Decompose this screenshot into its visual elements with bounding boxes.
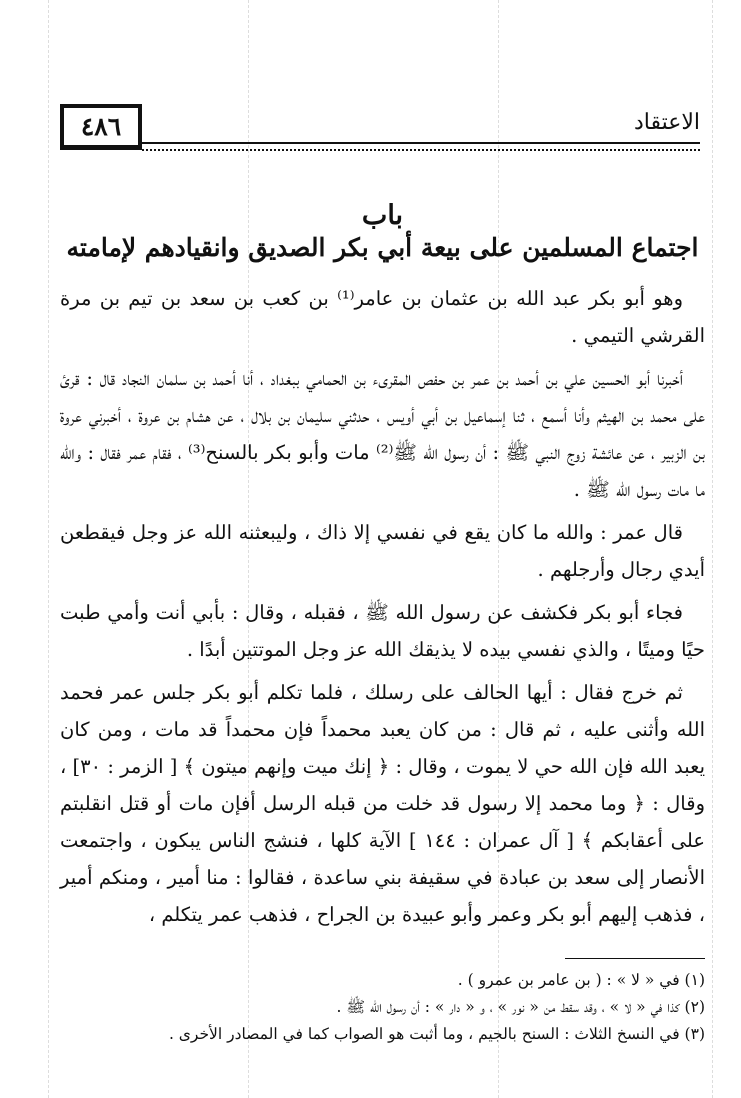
scan-guide-line <box>48 0 49 1098</box>
footnote: (١) في « لا » : ( بن عامر بن عمرو ) . <box>457 971 705 989</box>
paragraph: فجاء أبو بكر فكشف عن رسول الله ﷺ ، فقبله ، وقال : بأبي أنت وأمي طبت حيًا وميتًا ، والذي نفسي بيده لا يذيقك الله عز وجل الموتتين أبدًا . <box>60 601 705 661</box>
chapter-label: باب <box>361 200 404 231</box>
footnote: (٢) كذا في « لا » ، وقد سقط من « نور » ، و « دار » : أن رسول الله ﷺ . <box>336 998 705 1016</box>
header-rule <box>142 142 700 151</box>
page-number: ٤٨٦ <box>60 104 142 150</box>
page-header <box>60 104 700 154</box>
scan-guide-line <box>712 0 713 1098</box>
paragraph: أخبرنا أبو الحسين علي بن أحمد بن عمر بن حفص المقرىء بن الحمامي ببغداد ، أنا أحمد بن سلمان النجاد قال : قرئ على محمد بن الهيثم وأنا أسمع ، ثنا إسماعيل بن أبي أويس ، حدثني سليمان بن بلال ، عن هشام بن عروة ، أخبرني عروة بن الزبير ، عن عائشة زوج النبي ﷺ : أن رسول الله ﷺ⁽²⁾ مات وأبو بكر بالسنح⁽³⁾ ، فقام عمر فقال : والله ما مات رسول الله ﷺ . <box>60 367 705 501</box>
footnote: (٣) في النسخ الثلاث : السنح بالجيم ، وما أثبت هو الصواب كما في المصادر الأخرى . <box>168 1025 705 1043</box>
paragraph: قال عمر : والله ما كان يقع في نفسي إلا ذاك ، وليبعثنه الله عز وجل فيقطعن أيدي رجال وأرجلهم . <box>60 521 705 581</box>
main-text <box>60 200 705 939</box>
running-title: الاعتقاد <box>633 110 700 135</box>
footnote-separator <box>565 958 705 959</box>
paragraph: ثم خرج فقال : أيها الحالف على رسلك ، فلما تكلم أبو بكر جلس عمر فحمد الله وأثنى عليه ، ثم قال : من كان يعبد محمداً فإن محمداً قد مات ، ومن كان يعبد الله فإن الله حي لا يموت ، وقال : ﴿ إنك ميت وإنهم ميتون ﴾ [ الزمر : ٣٠] ، وقال : ﴿ وما محمد إلا رسول قد خلت من قبله الرسل أفإن مات أو قتل انقلبتم على أعقابكم ﴾ [ آل عمران : ١٤٤ ] الآية كلها ، فنشج الناس يبكون ، واجتمعت الأنصار إلى سعد بن عبادة في سقيفة بني ساعدة ، فقالوا : منا أمير ، ومنكم أمير ، فذهب إليهم أبو بكر وعمر وأبو عبيدة بن الجراح ، فذهب عمر يتكلم ، <box>60 681 706 926</box>
paragraph: وهو أبو بكر عبد الله بن عثمان بن عامر⁽¹⁾ بن كعب بن سعد بن تيم بن مرة القرشي التيمي . <box>60 287 705 347</box>
chapter-title: اجتماع المسلمين على بيعة أبي بكر الصديق وانقيادهم لإمامته <box>66 233 699 262</box>
footnotes <box>60 958 705 1048</box>
